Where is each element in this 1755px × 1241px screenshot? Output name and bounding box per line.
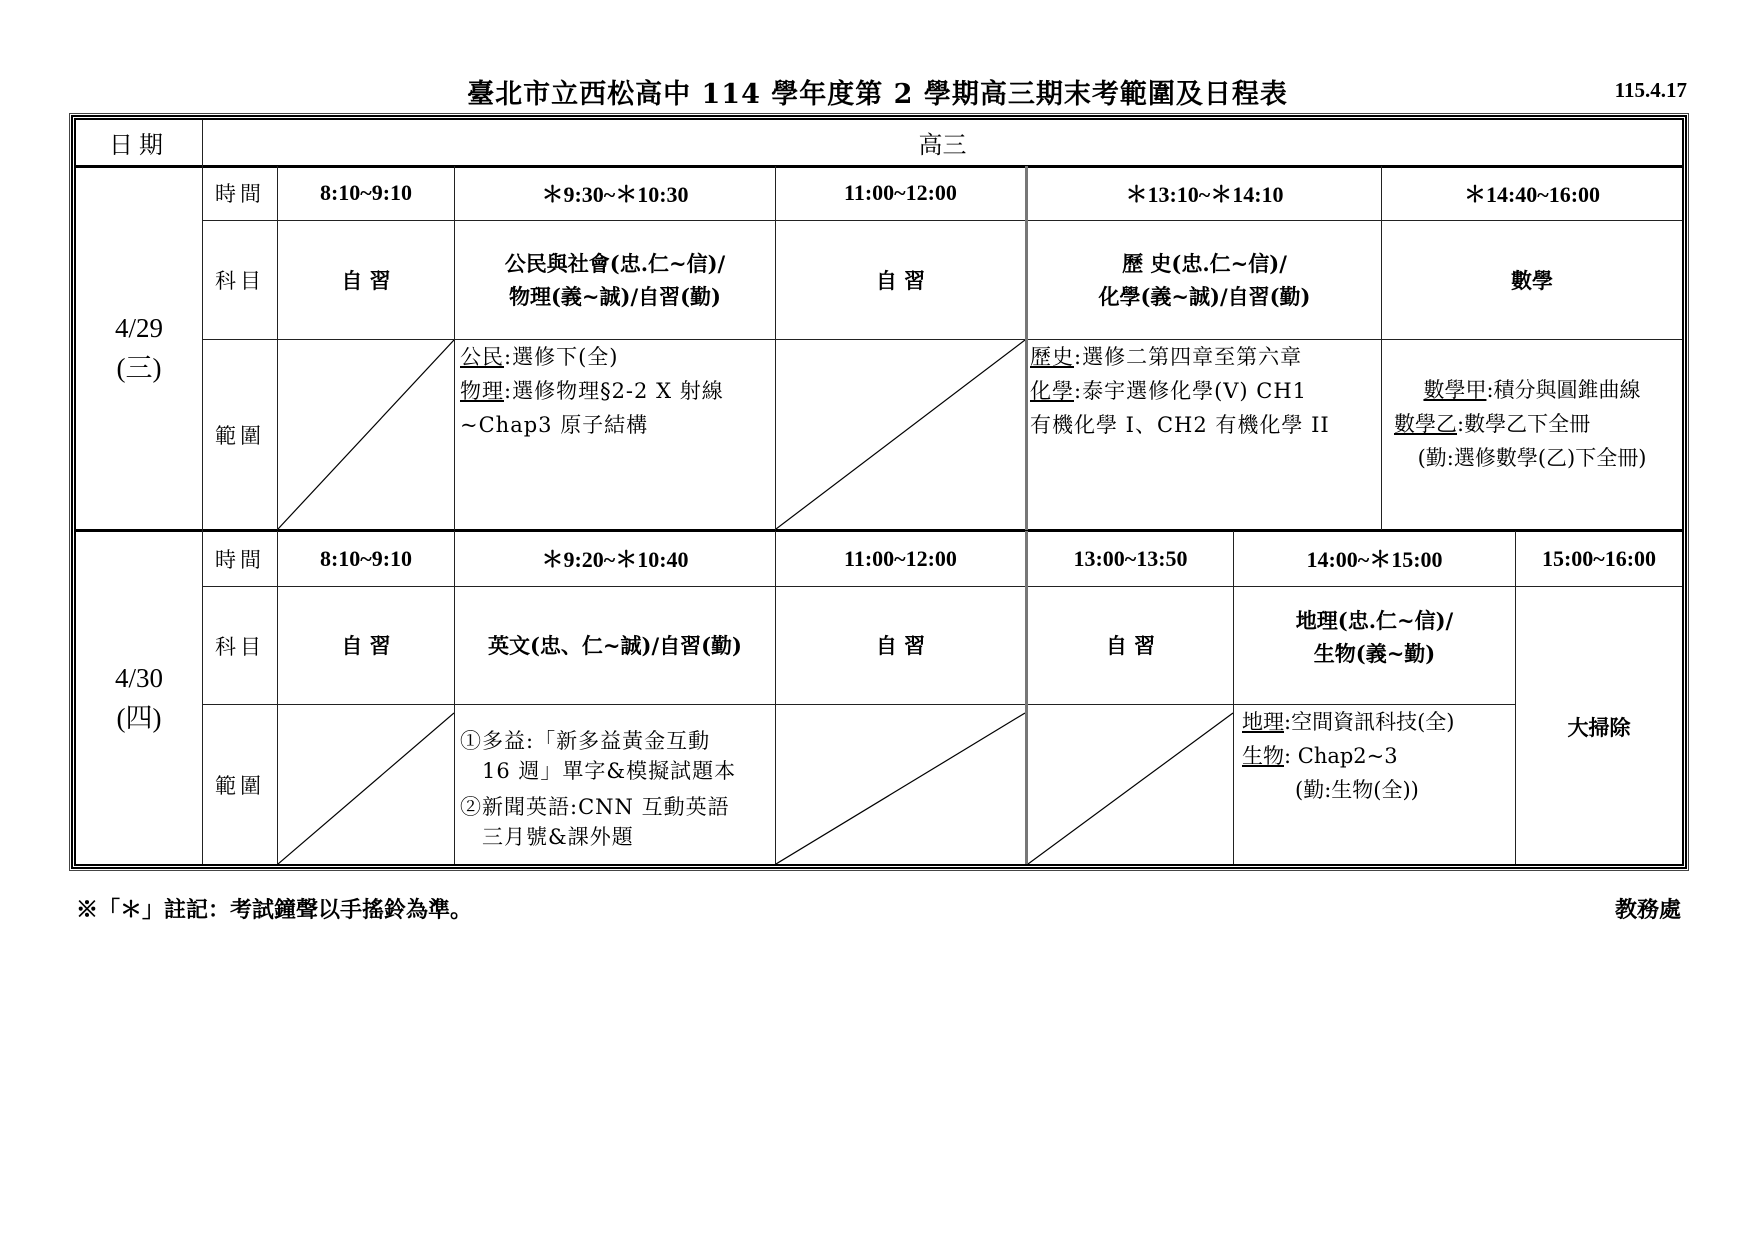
period-time: 11:00~12:00 <box>844 545 957 571</box>
period-time: 15:00~16:00 <box>1541 545 1657 571</box>
row-label-subject: 科目 <box>215 634 265 659</box>
period-range: 歷史:選修二第四章至第六章 化學:泰宇選修化學(V) CH1 有機化學 I、CH2 有機化學 II <box>1030 345 1330 437</box>
empty-range-slash <box>278 705 454 864</box>
row-label-time: 時間 <box>215 182 265 206</box>
period-subject: 數學 <box>1511 267 1553 293</box>
period-time: ＊14:40~16:00 <box>1463 181 1601 207</box>
period-range: 公民:選修下(全) 物理:選修物理§2-2 X 射線 ~Chap3 原子結構 <box>460 345 724 437</box>
header-date-label: 日期 <box>109 131 169 159</box>
period-time: 11:00~12:00 <box>844 180 957 205</box>
period-subject: 自 習 <box>341 633 391 658</box>
period-time: ＊9:30~＊10:30 <box>541 181 689 207</box>
day-weekday: (三) <box>116 353 162 383</box>
header-grade-label: 高三 <box>918 131 967 159</box>
period-time: 8:10~9:10 <box>319 545 413 571</box>
cleanup-cell: 大掃除 <box>1567 715 1631 740</box>
footer-office: 教務處 <box>1614 897 1681 923</box>
day-date-cell <box>76 166 202 530</box>
empty-range-slash <box>776 705 1025 864</box>
document-title: 臺北市立西松高中 114 學年度第 2 學期高三期末考範圍及日程表 <box>467 79 1288 110</box>
row-label-range: 範圍 <box>215 423 265 448</box>
period-range: 數學甲:積分與圓錐曲線 數學乙:數學乙下全冊 (勤:選修數學(乙)下全冊) <box>1394 377 1647 470</box>
period-time: 14:00~＊15:00 <box>1306 547 1443 572</box>
day-date: 4/29 <box>114 313 163 343</box>
empty-range-slash <box>1028 705 1233 864</box>
period-subject: 英文(忠、仁~誠)/自習(勤) <box>487 633 742 658</box>
day-date: 4/30 <box>114 662 163 693</box>
period-subject: 歷 史(忠.仁~信)/ 化學(義~誠)/自習(勤) <box>1098 251 1311 309</box>
period-subject: 地理(忠.仁~信)/ 生物(義~勤) <box>1295 607 1454 666</box>
row-label-range: 範圍 <box>215 773 265 798</box>
period-subject: 公民與社會(忠.仁~信)/ 物理(義~誠)/自習(勤) <box>504 251 726 309</box>
period-range: ①多益:「新多益黃金互動 16 週」單字&模擬試題本 ②新聞英語:CNN 互動英語 三月號&課外題 <box>460 729 737 849</box>
empty-range-slash <box>278 340 454 529</box>
period-subject: 自 習 <box>341 267 391 293</box>
period-time: ＊13:10~＊14:10 <box>1125 181 1284 207</box>
period-time: 8:10~9:10 <box>319 180 413 205</box>
empty-range-slash <box>776 340 1025 529</box>
period-time: ＊9:20~＊10:40 <box>541 547 689 572</box>
day-weekday: (四) <box>116 702 162 733</box>
footer-note: ※「＊」註記：考試鐘聲以手搖鈴為準。 <box>76 897 473 923</box>
period-range: 地理:空間資訊科技(全) 生物: Chap2~3 (勤:生物(全)) <box>1242 710 1455 802</box>
row-label-subject: 科目 <box>215 269 265 293</box>
row-label-time: 時間 <box>215 547 265 572</box>
document-date: 115.4.17 <box>1614 78 1687 102</box>
period-subject: 自 習 <box>875 633 926 658</box>
period-subject: 自 習 <box>1105 633 1156 658</box>
period-subject: 自 習 <box>875 267 926 293</box>
day-date-cell <box>76 531 202 864</box>
period-time: 13:00~13:50 <box>1073 545 1188 571</box>
